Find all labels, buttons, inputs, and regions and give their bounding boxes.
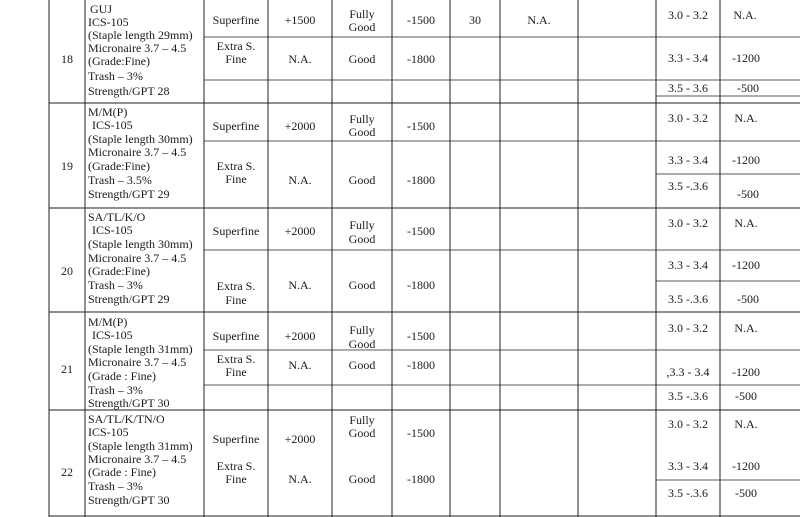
discount-cell: -1800 bbox=[407, 278, 435, 292]
premium-cell: +2000 bbox=[284, 224, 316, 238]
description-line: SA/TL/K/TN/O bbox=[88, 412, 165, 426]
micronaire-value: -500 bbox=[735, 486, 757, 500]
extra-cell: 30 bbox=[469, 13, 481, 27]
description-line: Strength/GPT 29 bbox=[88, 292, 170, 306]
grade-cell: Fine bbox=[225, 365, 247, 379]
description-line: ICS-105 bbox=[88, 15, 129, 29]
row-number: 18 bbox=[61, 52, 73, 66]
description-line: ICS-105 bbox=[92, 328, 133, 342]
micronaire-range: 3.0 - 3.2 bbox=[668, 321, 708, 335]
micronaire-value: -1200 bbox=[732, 258, 760, 272]
row-number: 22 bbox=[61, 465, 73, 479]
micronaire-range: ,3.3 - 3.4 bbox=[666, 365, 710, 379]
quality-cell: Good bbox=[348, 358, 376, 372]
quality-cell: Good bbox=[348, 472, 376, 486]
grade-cell: Fine bbox=[225, 293, 247, 307]
description-line: (Grade : Fine) bbox=[88, 465, 156, 479]
description-line: Strength/GPT 28 bbox=[88, 84, 170, 98]
quality-cell: Fully bbox=[349, 413, 375, 427]
description-line: Strength/GPT 29 bbox=[88, 187, 170, 201]
micronaire-value: -1200 bbox=[732, 365, 760, 379]
micronaire-value: -1200 bbox=[732, 459, 760, 473]
discount-cell: -1500 bbox=[407, 329, 435, 343]
quality-cell: Good bbox=[348, 173, 376, 187]
quality-cell: Good bbox=[348, 232, 376, 246]
description-line: (Grade:Fine) bbox=[88, 264, 150, 278]
grade-cell: Superfine bbox=[212, 13, 260, 27]
micronaire-value: N.A. bbox=[734, 417, 758, 431]
description-line: (Staple length 30mm) bbox=[88, 132, 193, 146]
grade-cell: Extra S. bbox=[216, 279, 256, 293]
description-line: Strength/GPT 30 bbox=[88, 493, 170, 507]
discount-cell: -1500 bbox=[407, 426, 435, 440]
row-number: 21 bbox=[61, 362, 73, 376]
grade-cell: Fine bbox=[225, 172, 247, 186]
micronaire-range: 3.3 - 3.4 bbox=[668, 153, 708, 167]
micronaire-range: 3.0 - 3.2 bbox=[668, 216, 708, 230]
description-line: (Grade:Fine) bbox=[88, 54, 150, 68]
quality-cell: Good bbox=[348, 278, 376, 292]
micronaire-range: 3.5 -.3.6 bbox=[668, 486, 708, 500]
micronaire-value: -500 bbox=[737, 292, 759, 306]
row-number: 19 bbox=[61, 159, 73, 173]
quality-cell: Good bbox=[348, 426, 376, 440]
description-line: Micronaire 3.7 – 4.5 bbox=[88, 452, 187, 466]
micronaire-range: 3.0 - 3.2 bbox=[668, 8, 708, 22]
extra-cell: N.A. bbox=[527, 13, 551, 27]
description-line: Trash – 3.5% bbox=[88, 173, 152, 187]
discount-cell: -1800 bbox=[407, 358, 435, 372]
row-number: 20 bbox=[61, 264, 73, 278]
discount-cell: -1500 bbox=[407, 119, 435, 133]
description-line: (Grade:Fine) bbox=[88, 159, 150, 173]
micronaire-value: N.A. bbox=[733, 8, 757, 22]
description-line: (Staple length 29mm) bbox=[88, 28, 193, 42]
grade-cell: Superfine bbox=[212, 329, 260, 343]
micronaire-value: N.A. bbox=[734, 111, 758, 125]
micronaire-value: -1200 bbox=[732, 153, 760, 167]
premium-cell: +1500 bbox=[284, 13, 316, 27]
discount-cell: -1500 bbox=[407, 224, 435, 238]
discount-cell: -1800 bbox=[407, 472, 435, 486]
description-line: Strength/GPT 30 bbox=[88, 396, 170, 410]
description-line: (Staple length 30mm) bbox=[88, 237, 193, 251]
micronaire-value: -1200 bbox=[732, 51, 760, 65]
grade-cell: Superfine bbox=[212, 119, 260, 133]
grade-cell: Fine bbox=[225, 52, 247, 66]
description-line: Micronaire 3.7 – 4.5 bbox=[88, 251, 187, 265]
description-line: SA/TL/K/O bbox=[88, 210, 146, 224]
discount-cell: -1500 bbox=[407, 13, 435, 27]
description-line: Trash – 3% bbox=[88, 69, 143, 83]
micronaire-range: 3.3 - 3.4 bbox=[668, 459, 708, 473]
micronaire-value: -500 bbox=[737, 187, 759, 201]
grade-cell: Superfine bbox=[212, 224, 260, 238]
description-line: M/M(P) bbox=[88, 105, 128, 119]
premium-cell: N.A. bbox=[288, 52, 312, 66]
micronaire-range: 3.5 -.3.6 bbox=[668, 292, 708, 306]
premium-cell: N.A. bbox=[288, 472, 312, 486]
micronaire-value: N.A. bbox=[734, 321, 758, 335]
grade-cell: Extra S. bbox=[216, 459, 256, 473]
micronaire-range: 3.3 - 3.4 bbox=[668, 51, 708, 65]
description-line: M/M(P) bbox=[88, 315, 128, 329]
grade-cell: Superfine bbox=[212, 432, 260, 446]
micronaire-value: -500 bbox=[735, 389, 757, 403]
quality-cell: Good bbox=[348, 125, 376, 139]
quality-cell: Fully bbox=[349, 323, 375, 337]
micronaire-range: 3.5 -.3.6 bbox=[668, 389, 708, 403]
quality-cell: Good bbox=[348, 337, 376, 351]
grade-cell: Fine bbox=[225, 472, 247, 486]
description-line: GUJ bbox=[90, 2, 113, 16]
quality-cell: Good bbox=[348, 20, 376, 34]
description-line: Micronaire 3.7 – 4.5 bbox=[88, 355, 187, 369]
grade-cell: Extra S. bbox=[216, 352, 256, 366]
discount-cell: -1800 bbox=[407, 52, 435, 66]
description-line: Micronaire 3.7 – 4.5 bbox=[88, 41, 187, 55]
grade-cell: Extra S. bbox=[216, 159, 256, 173]
description-line: (Staple length 31mm) bbox=[88, 342, 193, 356]
description-line: ICS-105 bbox=[92, 118, 133, 132]
micronaire-range: 3.0 - 3.2 bbox=[668, 111, 708, 125]
description-line: ICS-105 bbox=[92, 223, 133, 237]
premium-cell: +2000 bbox=[284, 329, 316, 343]
description-line: Micronaire 3.7 – 4.5 bbox=[88, 145, 187, 159]
quality-cell: Fully bbox=[349, 7, 375, 21]
premium-cell: N.A. bbox=[288, 173, 312, 187]
micronaire-range: 3.3 - 3.4 bbox=[668, 258, 708, 272]
discount-cell: -1800 bbox=[407, 173, 435, 187]
description-line: ICS-105 bbox=[88, 425, 129, 439]
micronaire-value: -500 bbox=[737, 81, 759, 95]
grade-cell: Extra S. bbox=[216, 39, 256, 53]
description-line: Trash – 3% bbox=[88, 479, 143, 493]
quality-cell: Fully bbox=[349, 112, 375, 126]
premium-cell: +2000 bbox=[284, 119, 316, 133]
description-line: (Staple length 31mm) bbox=[88, 439, 193, 453]
premium-cell: N.A. bbox=[288, 358, 312, 372]
premium-cell: N.A. bbox=[288, 278, 312, 292]
quality-cell: Good bbox=[348, 52, 376, 66]
description-line: Trash – 3% bbox=[88, 278, 143, 292]
quality-cell: Fully bbox=[349, 218, 375, 232]
description-line: Trash – 3% bbox=[88, 383, 143, 397]
micronaire-range: 3.5 -.3.6 bbox=[668, 179, 708, 193]
micronaire-range: 3.0 - 3.2 bbox=[668, 417, 708, 431]
premium-cell: +2000 bbox=[284, 432, 316, 446]
description-line: (Grade : Fine) bbox=[88, 369, 156, 383]
micronaire-value: N.A. bbox=[734, 216, 758, 230]
micronaire-range: 3.5 - 3.6 bbox=[668, 81, 708, 95]
